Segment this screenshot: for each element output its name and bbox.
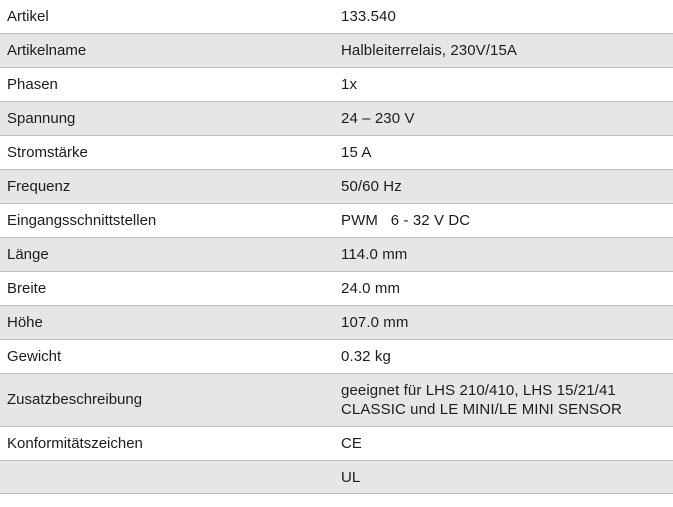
- spec-label: Gewicht: [7, 347, 62, 365]
- spec-value: 1x: [341, 76, 358, 93]
- spec-value: 133.540: [341, 8, 396, 25]
- spec-label: Stromstärke: [7, 143, 88, 161]
- spec-value: 107.0 mm: [341, 314, 409, 331]
- spec-row-laenge: [0, 238, 673, 272]
- spec-label: Länge: [7, 245, 49, 263]
- spec-row-gewicht: [0, 340, 673, 374]
- spec-value: 24 – 230 V: [341, 110, 415, 127]
- spec-label: Eingangsschnittstellen: [7, 211, 157, 229]
- spec-row-hoehe: [0, 306, 673, 340]
- spec-label: Zusatzbeschreibung: [7, 391, 143, 408]
- spec-label: Höhe: [7, 313, 43, 331]
- spec-value: Halbleiterrelais, 230V/15A: [341, 42, 518, 59]
- spec-value: 0.32 kg: [341, 348, 391, 365]
- spec-label: Konformitätszeichen: [7, 434, 143, 452]
- spec-row-eingangsschnittstellen: [0, 204, 673, 238]
- spec-label: Frequenz: [7, 177, 71, 195]
- spec-value: PWM 6 - 32 V DC: [341, 212, 471, 229]
- spec-label: Phasen: [7, 75, 58, 93]
- spec-value: 15 A: [341, 144, 372, 161]
- spec-row-konformitaetszeichen: [0, 427, 673, 461]
- spec-row-phasen: [0, 68, 673, 102]
- spec-value-line: geeignet für LHS 210/410, LHS 15/21/41: [341, 382, 616, 399]
- spec-row-frequenz: [0, 170, 673, 204]
- spec-label: Breite: [7, 279, 47, 297]
- spec-value: UL: [341, 468, 361, 486]
- spec-label: Spannung: [7, 109, 76, 127]
- spec-row-spannung: [0, 102, 673, 136]
- spec-label: Artikelname: [7, 41, 87, 59]
- spec-row-breite: [0, 272, 673, 306]
- spec-value-line: CLASSIC und LE MINI/LE MINI SENSOR: [341, 401, 622, 418]
- spec-row-zusatzbeschreibung: [0, 374, 673, 427]
- spec-value: 50/60 Hz: [341, 178, 402, 195]
- spec-row-stromstaerke: [0, 136, 673, 170]
- spec-row-artikelname: [0, 34, 673, 68]
- spec-row-artikel: [0, 0, 673, 34]
- spec-row-ul: [0, 461, 673, 494]
- spec-value: 114.0 mm: [341, 246, 408, 263]
- spec-value-multiline: [333, 381, 673, 419]
- spec-label: Artikel: [7, 7, 49, 25]
- spec-value: CE: [341, 435, 363, 452]
- spec-value: 24.0 mm: [341, 280, 401, 297]
